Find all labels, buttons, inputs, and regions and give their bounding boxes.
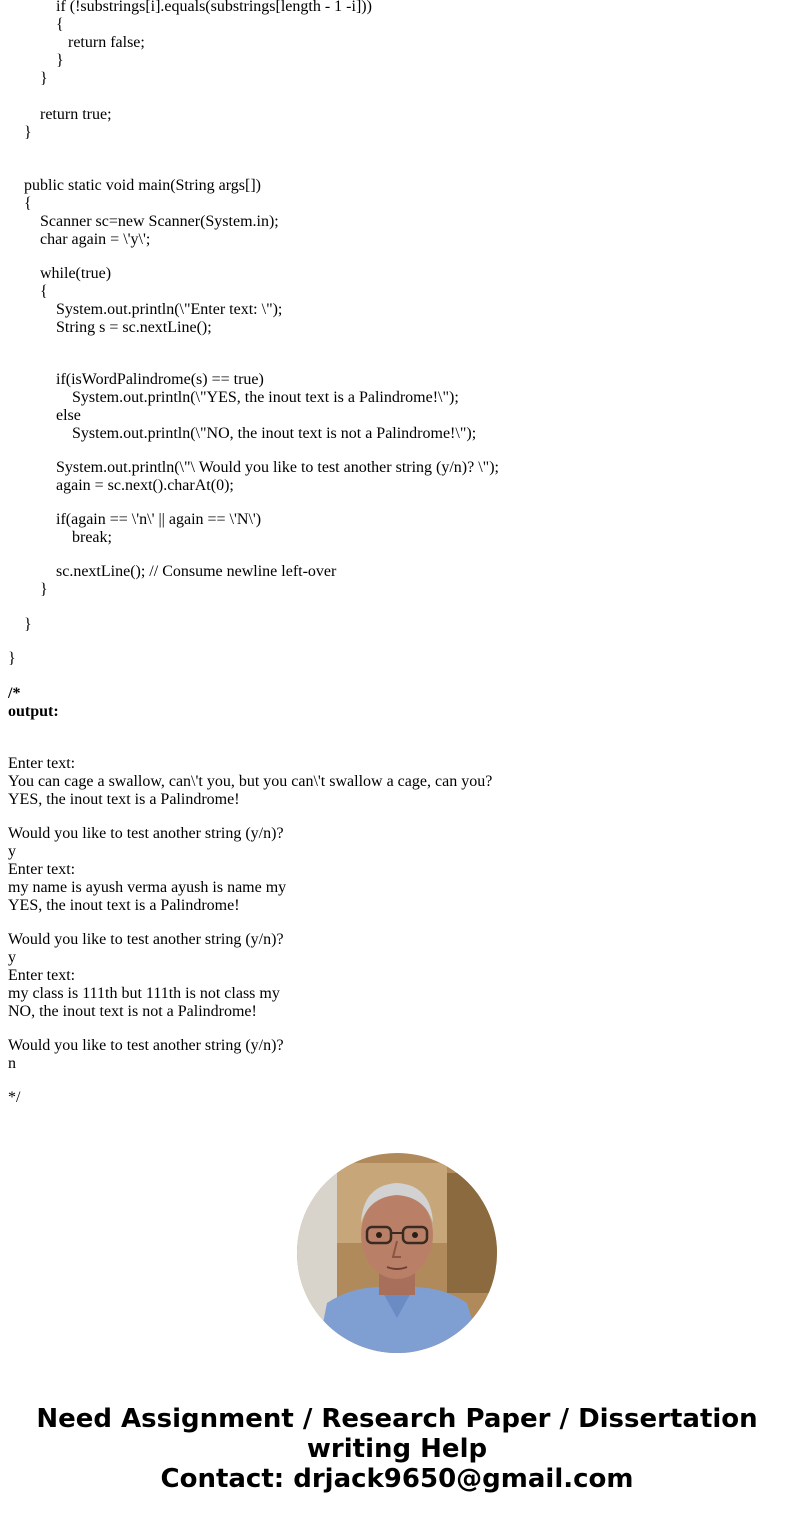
promo-line: Need Assignment / Research Paper / Dissertation xyxy=(36,1404,758,1434)
code-line: if(again == \'n\' || again == \'N\') xyxy=(56,511,262,528)
code-line: { xyxy=(24,195,32,212)
code-line: } xyxy=(40,70,48,87)
output-label: output: xyxy=(8,703,59,720)
output-line: Would you like to test another string (y/n)? xyxy=(8,1037,284,1054)
output-line: y xyxy=(8,949,16,966)
code-line: break; xyxy=(72,529,112,546)
output-line: NO, the inout text is not a Palindrome! xyxy=(8,1003,257,1020)
code-line: } xyxy=(8,650,16,667)
code-line: return true; xyxy=(40,106,112,123)
output-line: YES, the inout text is a Palindrome! xyxy=(8,791,240,808)
code-line: Scanner sc=new Scanner(System.in); xyxy=(40,213,279,230)
code-line: if(isWordPalindrome(s) == true) xyxy=(56,371,264,388)
promo-contact: Contact: drjack9650@gmail.com xyxy=(160,1464,634,1494)
comment-close: */ xyxy=(8,1089,21,1106)
code-line: while(true) xyxy=(40,265,112,282)
comment-open: /* xyxy=(8,685,21,702)
output-line: Would you like to test another string (y/n)? xyxy=(8,931,284,948)
output-line: Enter text: xyxy=(8,755,76,772)
code-line: char again = \'y\'; xyxy=(40,231,151,248)
output-line: Enter text: xyxy=(8,861,76,878)
code-line: return false; xyxy=(68,34,145,51)
author-portrait xyxy=(297,1153,497,1353)
output-line: You can cage a swallow, can\'t you, but you can\'t swallow a cage, can you? xyxy=(8,773,493,790)
code-line: } xyxy=(40,581,48,598)
code-line: System.out.println(\"YES, the inout text is a Palindrome!\"); xyxy=(72,389,459,406)
output-line: Enter text: xyxy=(8,967,76,984)
code-line: System.out.println(\"\ Would you like to test another string (y/n)? \"); xyxy=(56,459,499,476)
output-line: my class is 111th but 111th is not class my xyxy=(8,985,280,1002)
code-line: String s = sc.nextLine(); xyxy=(56,319,212,336)
code-line: System.out.println(\"NO, the inout text is not a Palindrome!\"); xyxy=(72,425,477,442)
output-line: Would you like to test another string (y/n)? xyxy=(8,825,284,842)
output-line: n xyxy=(8,1055,16,1072)
code-line: if (!substrings[i].equals(substrings[length - 1 -i])) xyxy=(56,0,372,15)
code-line: public static void main(String args[]) xyxy=(24,177,261,194)
code-line: } xyxy=(56,52,64,69)
code-line: System.out.println(\"Enter text: \"); xyxy=(56,301,283,318)
promo-line: writing Help xyxy=(306,1434,488,1464)
code-line: else xyxy=(56,407,81,424)
code-line: } xyxy=(24,124,32,141)
code-line: { xyxy=(56,16,64,33)
output-line: y xyxy=(8,843,16,860)
output-line: my name is ayush verma ayush is name my xyxy=(8,879,287,896)
code-line: sc.nextLine(); // Consume newline left-over xyxy=(56,563,337,580)
author-avatar xyxy=(297,1153,497,1353)
code-line: { xyxy=(40,283,48,300)
output-line: YES, the inout text is a Palindrome! xyxy=(8,897,240,914)
code-line: } xyxy=(24,616,32,633)
code-line: again = sc.next().charAt(0); xyxy=(56,477,234,494)
